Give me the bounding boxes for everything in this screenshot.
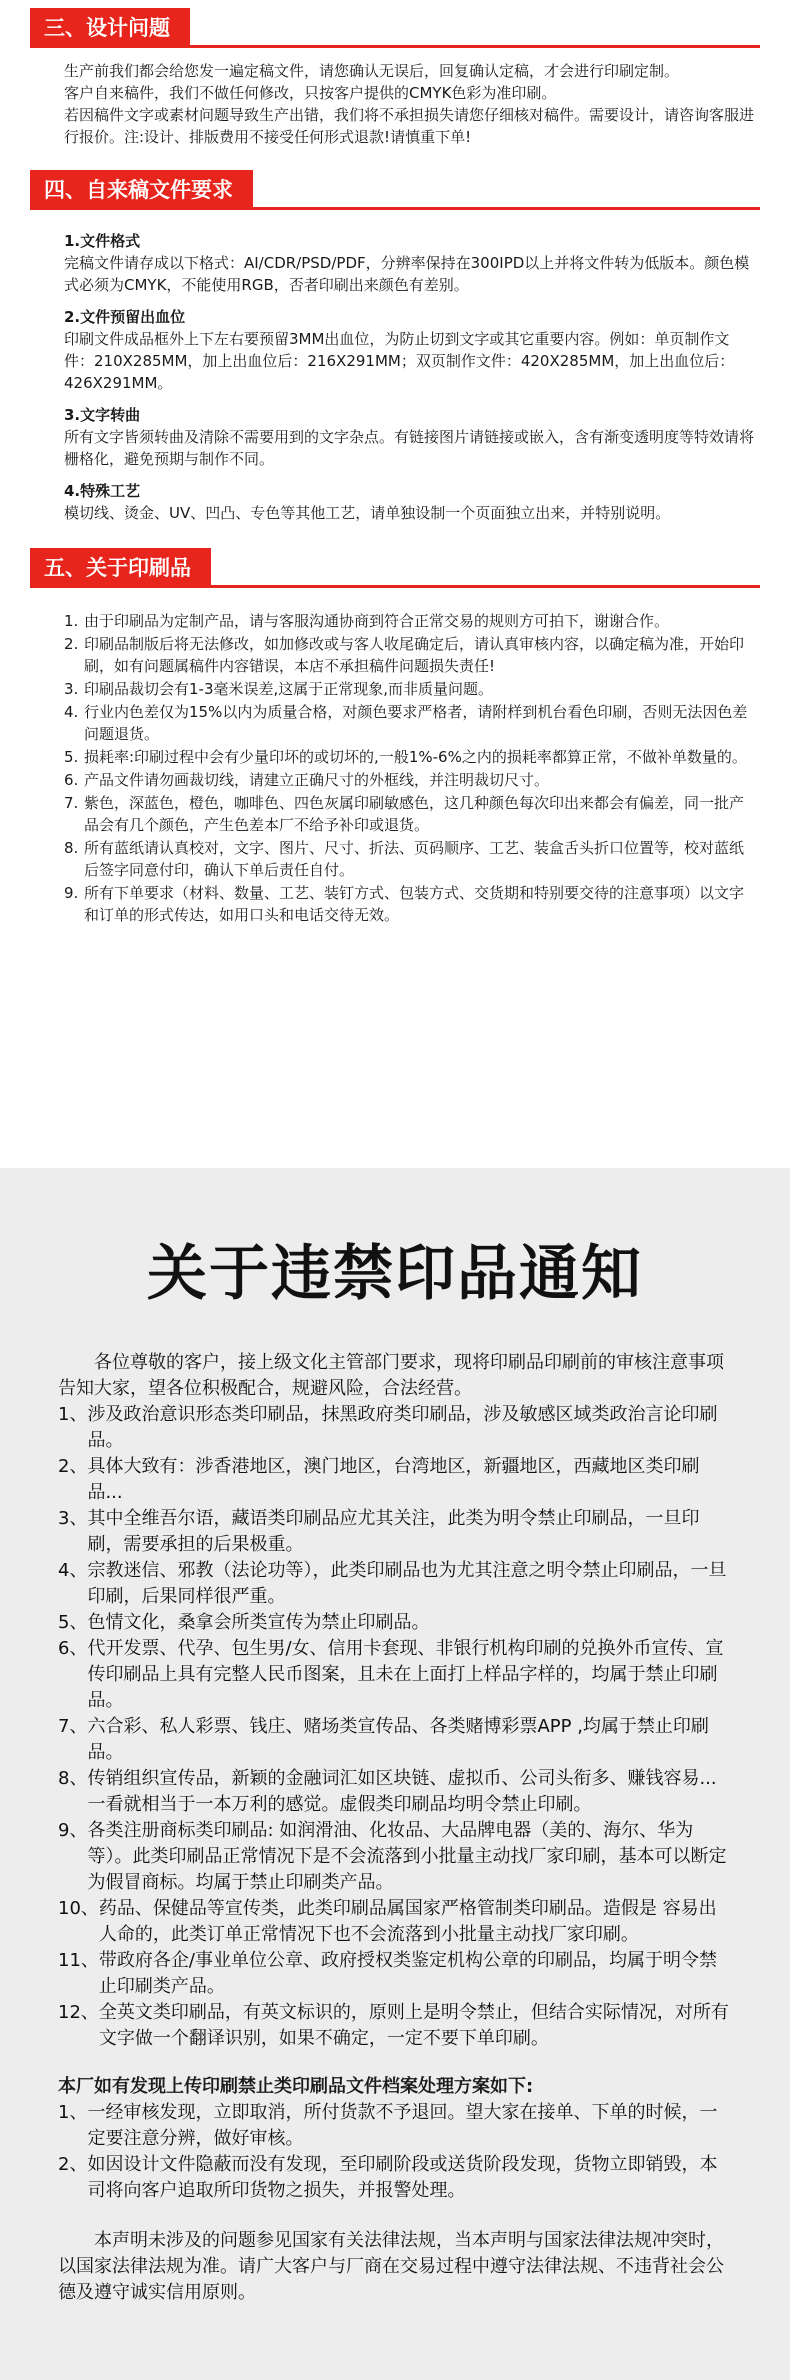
list-item — [58, 1610, 732, 1636]
item-number: 3. — [64, 680, 79, 698]
section-title: 五、关于印刷品 — [30, 548, 211, 588]
item-number: 9. — [64, 884, 79, 902]
requirement-desc: 模切线、烫金、UV、凹凸、专色等其他工艺，请单独设制一个页面独立出来，并特别说明。 — [64, 504, 671, 522]
printing-rules-list — [30, 610, 760, 926]
item-number: 10、 — [58, 1898, 99, 1919]
list-item — [64, 610, 754, 632]
list-item — [58, 1766, 732, 1818]
item-text: 行业内色差仅为15%以内为质量合格，对颜色要求严格者，请附样到机台看色印刷，否则无法因色差问题退货。 — [84, 703, 748, 743]
item-number: 1、 — [58, 1404, 88, 1425]
list-item — [58, 1948, 732, 2000]
item-number: 6、 — [58, 1638, 88, 1659]
item-number: 7. — [64, 794, 79, 812]
design-section — [30, 0, 760, 148]
item-text: 产品文件请勿画裁切线，请建立正确尺寸的外框线，并注明裁切尺寸。 — [84, 771, 550, 789]
list-item — [64, 701, 754, 745]
item-text: 由于印刷品为定制产品，请与客服沟通协商到符合正常交易的规则方可拍下，谢谢合作。 — [84, 612, 670, 630]
item-text: 所有下单要求（材料、数量、工艺、装钉方式、包装方式、交货期和特别要交待的注意事项）以文字和订单的形式传达，如用口头和电话交待无效。 — [84, 884, 745, 924]
list-item — [64, 792, 754, 836]
requirement-title: 4.特殊工艺 — [64, 482, 141, 500]
list-item — [64, 769, 754, 791]
item-number: 6. — [64, 771, 79, 789]
notice-footer: 本声明未涉及的问题参见国家有关法律法规，当本声明与国家法律法规冲突时，以国家法律法规为准。请广大客户与厂商在交易过程中遵守法律法规、不违背社会公德及遵守诚实信用原则。 — [58, 2230, 724, 2303]
requirement-desc: 完稿文件请存成以下格式：AI/CDR/PSD/PDF，分辨率保持在300IPD以上并将文件转为低版本。颜色模式必须为CMYK，不能使用RGB，否者印刷出来颜色有差别。 — [64, 254, 750, 294]
item-text: 宗教迷信、邪教（法论功等），此类印刷品也为尤其注意之明令禁止印刷品，一旦印刷，后果同样很严重。 — [87, 1560, 727, 1607]
item-text: 涉及政治意识形态类印刷品，抹黑政府类印刷品，涉及敏感区域类政治言论印刷品。 — [87, 1404, 718, 1451]
prohibited-notice — [0, 1168, 790, 2380]
list-item — [58, 1818, 732, 1896]
list-item — [58, 1636, 732, 1714]
file-requirements-section — [30, 170, 760, 524]
design-paragraph — [30, 60, 760, 148]
paragraph-line: 若因稿件文字或素材问题导致生产出错，我们将不承担损失请您仔细核对稿件。需要设计，请咨询客服进行报价。注:设计、排版费用不接受任何形式退款!请慎重下单! — [64, 106, 755, 146]
item-number: 3、 — [58, 1508, 88, 1529]
paragraph-line: 客户自来稿件，我们不做任何修改，只按客户提供的CMYK色彩为准印刷。 — [64, 84, 557, 102]
item-number: 2. — [64, 635, 79, 653]
list-item — [58, 2152, 732, 2204]
item-text: 传销组织宣传品，新颖的金融词汇如区块链、虚拟币、公司头衔多、赚钱容易...一看就相当于一本万利的感觉。虚假类印刷品均明令禁止印刷。 — [87, 1768, 717, 1815]
item-text: 色情文化，桑拿会所类宣传为禁止印刷品。 — [87, 1612, 430, 1633]
handling-list — [58, 2100, 732, 2204]
list-item — [58, 1402, 732, 1454]
item-text: 代开发票、代孕、包生男/女、信用卡套现、非银行机构印刷的兑换外币宣传、宣传印刷品上具有完整人民币图案，且未在上面打上样品字样的，均属于禁止印刷品。 — [87, 1638, 724, 1711]
requirement-desc: 印刷文件成品框外上下左右要预留3MM出血位，为防止切到文字或其它重要内容。例如：单页制作文件：210X285MM，加上出血位后：216X291MM；双页制作文件：420X285MM，加上出血位后：426X291MM。 — [64, 330, 735, 392]
list-item — [58, 1506, 732, 1558]
section-title: 四、自来稿文件要求 — [30, 170, 253, 210]
item-number: 4、 — [58, 1560, 88, 1581]
item-number: 8. — [64, 839, 79, 857]
item-text: 六合彩、私人彩票、钱庄、赌场类宣传品、各类赌博彩票APP ,均属于禁止印刷品。 — [87, 1716, 709, 1763]
item-text: 全英文类印刷品，有英文标识的，原则上是明令禁止，但结合实际情况，对所有文字做一个翻译识别，如果不确定，一定不要下单印刷。 — [98, 2002, 729, 2049]
list-item — [58, 1558, 732, 1610]
item-number: 5、 — [58, 1612, 88, 1633]
printed-matter-section — [30, 548, 760, 926]
notice-intro: 各位尊敬的客户，接上级文化主管部门要求，现将印刷品印刷前的审核注意事项告知大家，望各位积极配合，规避风险，合法经营。 — [58, 1352, 724, 1399]
upper-section — [0, 0, 790, 1168]
item-text: 一经审核发现，立即取消，所付货款不予退回。望大家在接单、下单的时候，一定要注意分辨，做好审核。 — [87, 2102, 718, 2149]
requirement-title: 3.文字转曲 — [64, 406, 141, 424]
item-text: 其中全维吾尔语，藏语类印刷品应尤其关注，此类为明令禁止印刷品，一旦印刷，需要承担的后果极重。 — [87, 1508, 700, 1555]
list-item — [64, 678, 754, 700]
item-text: 印刷品制版后将无法修改，如加修改或与客人收尾确定后，请认真审核内容，以确定稿为准，开始印刷，如有问题属稿件内容错误，本店不承担稿件问题损失责任! — [84, 635, 745, 675]
item-number: 1、 — [58, 2102, 88, 2123]
handling-title: 本厂如有发现上传印刷禁止类印刷品文件档案处理方案如下: — [58, 2076, 534, 2097]
section-header-files — [30, 170, 760, 210]
item-number: 12、 — [58, 2002, 99, 2023]
notice-title: 关于违禁印品通知 — [147, 1239, 643, 1309]
paragraph-line: 生产前我们都会给您发一遍定稿文件，请您确认无误后，回复确认定稿，才会进行印刷定制。 — [64, 62, 680, 80]
item-text: 紫色，深蓝色，橙色，咖啡色、四色灰属印刷敏感色，这几种颜色每次印出来都会有偏差，同一批产品会有几个颜色，产生色差本厂不给予补印或退货。 — [84, 794, 745, 834]
requirement-item — [30, 306, 760, 394]
section-header-printing — [30, 548, 760, 588]
requirement-desc: 所有文字皆须转曲及清除不需要用到的文字杂点。有链接图片请链接或嵌入，含有渐变透明度等特效请将栅格化，避免预期与制作不同。 — [64, 428, 755, 468]
item-number: 2、 — [58, 1456, 88, 1477]
list-item — [64, 746, 754, 768]
requirement-title: 2.文件预留出血位 — [64, 308, 186, 326]
item-number: 7、 — [58, 1716, 88, 1737]
item-number: 4. — [64, 703, 79, 721]
item-number: 11、 — [58, 1950, 99, 1971]
requirement-title: 1.文件格式 — [64, 232, 141, 250]
item-text: 具体大致有：涉香港地区，澳门地区，台湾地区，新疆地区，西藏地区类印刷品... — [87, 1456, 700, 1503]
item-text: 损耗率:印刷过程中会有少量印坏的或切坏的,一般1%-6%之内的损耗率都算正常，不做补单数量的。 — [84, 748, 747, 766]
item-number: 2、 — [58, 2154, 88, 2175]
item-number: 5. — [64, 748, 79, 766]
requirement-item — [30, 230, 760, 296]
requirement-item — [30, 404, 760, 470]
item-text: 带政府各企/事业单位公章、政府授权类鉴定机构公章的印刷品，均属于明令禁止印刷类产品。 — [98, 1950, 717, 1997]
item-text: 如因设计文件隐蔽而没有发现，至印刷阶段或送货阶段发现，货物立即销毁，本司将向客户追取所印货物之损失，并报警处理。 — [87, 2154, 718, 2201]
list-item — [58, 2000, 732, 2052]
list-item — [58, 1454, 732, 1506]
requirement-item — [30, 480, 760, 524]
item-number: 9、 — [58, 1820, 88, 1841]
list-item — [58, 1714, 732, 1766]
section-title: 三、设计问题 — [30, 8, 190, 48]
item-text: 所有蓝纸请认真校对，文字、图片、尺寸、折法、页码顺序、工艺、装盒舌头折口位置等，校对蓝纸后签字同意付印，确认下单后责任自付。 — [84, 839, 745, 879]
prohibited-list — [58, 1402, 732, 2052]
list-item — [64, 633, 754, 677]
list-item — [58, 1896, 732, 1948]
list-item — [58, 2100, 732, 2152]
item-text: 各类注册商标类印刷品: 如润滑油、化妆品、大品牌电器（美的、海尔、华为等）。此类印刷品正常情况下是不会流落到小批量主动找厂家印刷，基本可以断定为假冒商标。均属于禁止印刷类产品。 — [87, 1820, 727, 1893]
item-text: 印刷品裁切会有1-3毫米误差,这属于正常现象,而非质量问题。 — [84, 680, 494, 698]
list-item — [64, 837, 754, 881]
section-header-design — [30, 8, 760, 48]
list-item — [64, 882, 754, 926]
item-number: 1. — [64, 612, 79, 630]
item-number: 8、 — [58, 1768, 88, 1789]
item-text: 药品、保健品等宣传类，此类印刷品属国家严格管制类印刷品。造假是 容易出人命的，此类订单正常情况下也不会流落到小批量主动找厂家印刷。 — [98, 1898, 717, 1945]
